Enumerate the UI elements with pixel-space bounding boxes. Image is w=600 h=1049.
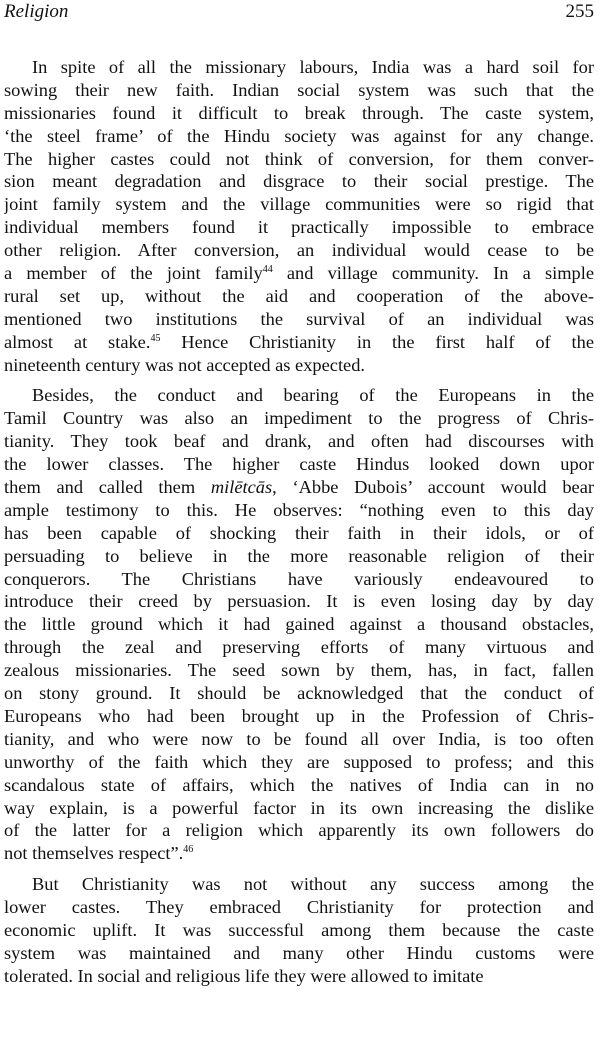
text-line	[4, 728, 594, 751]
footnote-ref[interactable]: 44	[262, 263, 273, 275]
text-line	[4, 590, 594, 613]
line-text-continued: Hence Christianity in the first half of the	[160, 331, 594, 352]
text-line	[4, 682, 594, 705]
line-text: joint family system and the village communities were so rigid that	[4, 194, 594, 215]
text-line	[4, 102, 594, 125]
text-line	[4, 636, 594, 659]
text-line	[4, 499, 594, 522]
page-number: 255	[565, 1, 594, 22]
italic-term: milētcās	[210, 477, 273, 498]
line-text: economic uplift. It was successful among them because the caste	[4, 919, 594, 940]
text-line	[4, 797, 594, 820]
line-text: Tamil Country was also an impediment to the progress of Chris-	[4, 408, 594, 429]
paragraph	[4, 56, 594, 376]
line-text: mentioned two institutions the survival of an individual was	[4, 308, 594, 329]
line-text: The higher castes could not think of conversion, for them conver-	[4, 148, 594, 169]
line-text: zealous missionaries. The seed sown by them, has, in fact, fallen	[4, 660, 594, 681]
line-text: ample testimony to this. He observes: “nothing even to this day	[4, 499, 594, 520]
page-header	[0, 0, 600, 24]
text-line	[4, 384, 594, 407]
line-text: almost at stake.	[4, 331, 151, 352]
text-line	[4, 476, 594, 499]
line-text: Besides, the conduct and bearing of the Europeans in the	[32, 385, 594, 406]
text-line	[4, 125, 594, 148]
line-text: nineteenth century was not accepted as expected.	[4, 354, 366, 375]
line-text: system was maintained and many other Hindu customs were	[4, 942, 594, 963]
line-text: ‘the steel frame’ of the Hindu society was against for any change.	[4, 125, 594, 146]
line-text: the little ground which it had gained against a thousand obstacles,	[4, 614, 594, 635]
text-line	[4, 751, 594, 774]
text-line	[4, 262, 594, 285]
text-line	[4, 774, 594, 797]
line-text: has been capable of shocking their faith in their idols, or of	[4, 522, 594, 543]
line-text: tianity, and who were now to be found all over India, is too often	[4, 728, 594, 749]
running-head: Religion	[4, 1, 69, 22]
line-text: tianity. They took beaf and drank, and often had discourses with	[4, 431, 594, 452]
text-line	[4, 873, 594, 896]
line-text: the lower classes. The higher caste Hindus looked down upor	[4, 454, 594, 475]
text-line	[4, 285, 594, 308]
text-line	[4, 896, 594, 919]
text-line	[4, 659, 594, 682]
line-text: rural set up, without the aid and cooperation of the above-	[4, 285, 594, 306]
line-text: In spite of all the missionary labours, India was a hard soil for	[32, 57, 594, 77]
paragraph	[4, 873, 594, 987]
text-line	[4, 170, 594, 193]
text-line	[4, 842, 594, 865]
line-text: through the zeal and preserving efforts of many virtuous and	[4, 637, 594, 658]
footnote-ref[interactable]: 45	[150, 332, 161, 344]
line-text: way explain, is a powerful factor in its own increasing the dislike	[4, 797, 594, 818]
line-text: conquerors. The Christians have variously endeavoured to	[4, 568, 594, 589]
line-text: on stony ground. It should be acknowledged that the conduct of	[4, 683, 594, 704]
line-text-continued: and village community. In a simple	[272, 263, 594, 284]
line-text: not themselves respect”.	[4, 843, 184, 864]
text-line	[4, 522, 594, 545]
text-line	[4, 965, 594, 988]
line-text: Europeans who had been brought up in the Profession of Chris-	[4, 705, 594, 726]
text-line	[4, 79, 594, 102]
footnote-ref[interactable]: 46	[183, 844, 194, 856]
text-line	[4, 56, 594, 79]
text-line	[4, 193, 594, 216]
line-text: other religion. After conversion, an individual would cease to be	[4, 240, 594, 261]
text-line	[4, 919, 594, 942]
line-text-continued: , ‘Abbe Dubois’ account would bear	[272, 477, 594, 498]
text-line	[4, 819, 594, 842]
line-text: introduce their creed by persuasion. It is even losing day by day	[4, 591, 594, 612]
body-text	[4, 56, 594, 996]
line-text: sion meant degradation and disgrace to their social prestige. The	[4, 171, 594, 192]
text-line	[4, 705, 594, 728]
text-line	[4, 613, 594, 636]
line-text: a member of the joint family	[4, 263, 263, 284]
line-text: lower castes. They embraced Christianity for protection and	[4, 897, 594, 918]
line-text: persuading to believe in the more reasonable religion of their	[4, 545, 594, 566]
line-text: sowing their new faith. Indian social system was such that the	[4, 79, 594, 100]
line-text: unworthy of the faith which they are supposed to profess; and this	[4, 751, 594, 772]
text-line	[4, 216, 594, 239]
text-line	[4, 453, 594, 476]
text-line	[4, 942, 594, 965]
text-line	[4, 407, 594, 430]
line-text: missionaries found it difficult to break through. The caste system,	[4, 102, 594, 123]
text-line	[4, 331, 594, 354]
text-line	[4, 239, 594, 262]
text-line	[4, 308, 594, 331]
line-text: But Christianity was not without any success among the	[32, 874, 594, 895]
text-line	[4, 148, 594, 171]
line-text: of the latter for a religion which apparently its own followers do	[4, 820, 594, 841]
line-text: individual members found it practically impossible to embrace	[4, 217, 594, 238]
text-line	[4, 354, 594, 377]
text-line	[4, 430, 594, 453]
line-text: scandalous state of affairs, which the natives of India can in no	[4, 774, 594, 795]
text-line	[4, 545, 594, 568]
line-text: them and called them	[4, 477, 211, 498]
paragraph	[4, 384, 594, 865]
line-text: tolerated. In social and religious life they were allowed to imitate	[4, 965, 484, 986]
text-line	[4, 568, 594, 591]
